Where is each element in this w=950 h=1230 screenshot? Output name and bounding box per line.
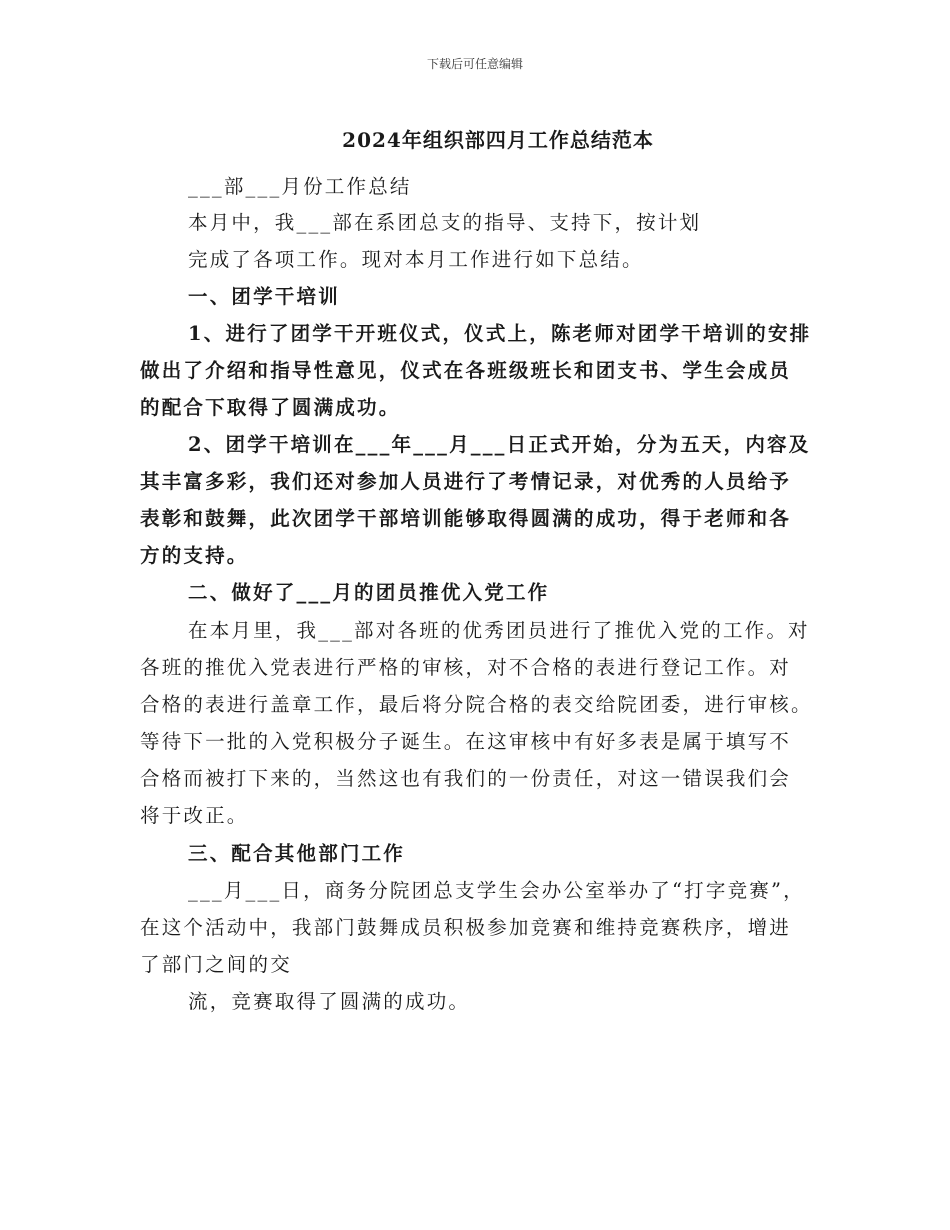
- paragraph-line: 各班的推优入党表进行严格的审核，对不合格的表进行登记工作。对: [140, 656, 792, 679]
- paragraph-line: ___部___月份工作总结: [188, 175, 412, 198]
- paragraph-line: 做出了介绍和指导性意见，仪式在各班级班长和团支书、学生会成员: [140, 359, 792, 382]
- section-heading: 二、做好了___月的团员推优入党工作: [188, 581, 550, 604]
- paragraph-line: 在这个活动中，我部门鼓舞成员积极参加竞赛和维持竞赛秩序，增进: [140, 916, 792, 939]
- header-note: 下载后可任意编辑: [426, 57, 523, 71]
- paragraph-line: 其丰富多彩，我们还对参加人员进行了考情记录，对优秀的人员给予: [140, 470, 792, 493]
- paragraph-line: 在本月里，我___部对各班的优秀团员进行了推优入党的工作。对: [188, 619, 810, 642]
- section-heading: 三、配合其他部门工作: [188, 842, 406, 865]
- paragraph-line: ___月___日，商务分院团总支学生会办公室举办了“打字竞赛”，: [188, 879, 805, 902]
- paragraph-line: 本月中，我___部在系团总支的指导、支持下，按计划: [188, 211, 702, 234]
- paragraph-line: 合格的表进行盖章工作，最后将分院合格的表交给院团委，进行审核。: [140, 693, 813, 716]
- paragraph-line: 方的支持。: [140, 544, 249, 567]
- paragraph-line: 表彰和鼓舞，此次团学干部培训能够取得圆满的成功，得于老师和各: [140, 507, 792, 530]
- document-title: 2024年组织部四月工作总结范本: [342, 128, 654, 152]
- paragraph-line: 2、团学干培训在___年___月___日正式开始，分为五天，内容及: [188, 433, 811, 456]
- paragraph-line: 等待下一批的入党积极分子诞生。在这审核中有好多表是属于填写不: [140, 730, 792, 753]
- paragraph-line: 流，竞赛取得了圆满的成功。: [188, 990, 471, 1013]
- paragraph-line: 了部门之间的交: [140, 953, 292, 976]
- paragraph-line: 1、进行了团学干开班仪式，仪式上，陈老师对团学干培训的安排: [188, 322, 812, 345]
- paragraph-line: 完成了各项工作。现对本月工作进行如下总结。: [188, 248, 644, 271]
- paragraph-line: 合格而被打下来的，当然这也有我们的一份责任，对这一错误我们会: [140, 767, 792, 790]
- paragraph-line: 的配合下取得了圆满成功。: [140, 396, 401, 419]
- paragraph-line: 将于改正。: [140, 804, 249, 827]
- section-heading: 一、团学干培训: [188, 285, 340, 308]
